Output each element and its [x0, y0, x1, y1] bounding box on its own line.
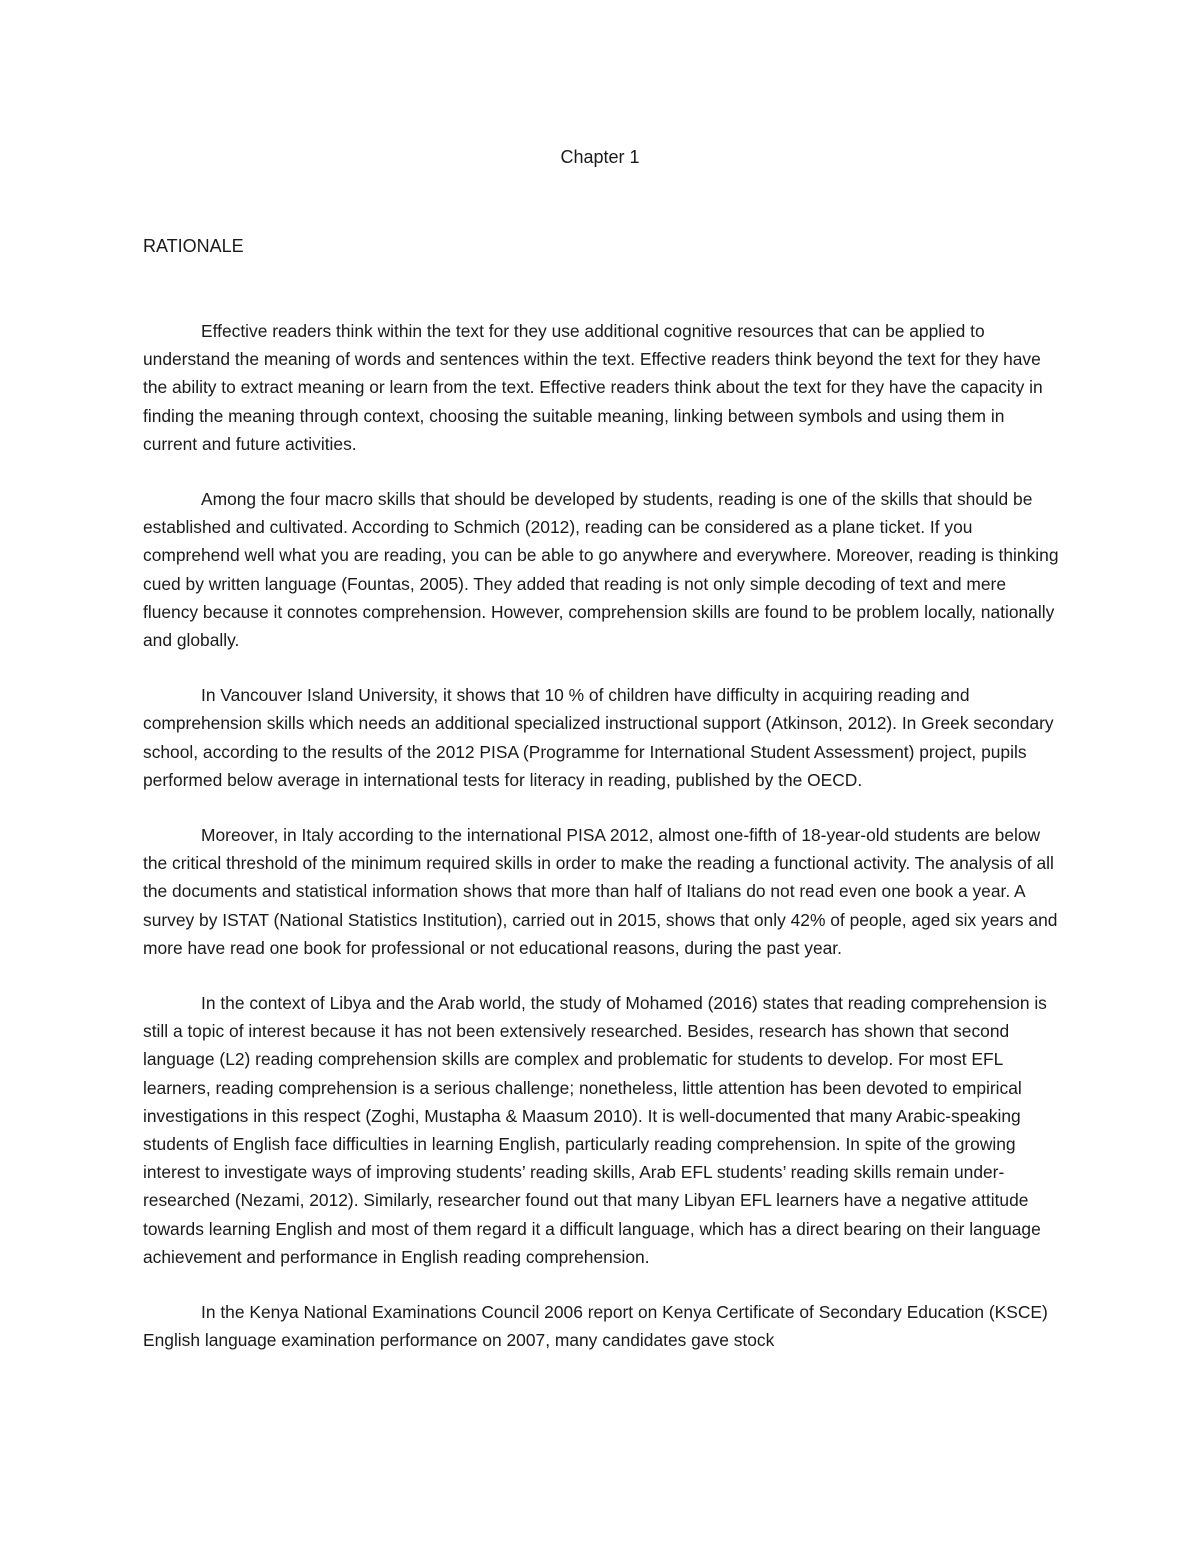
body-text — [143, 317, 1063, 1355]
paragraph-italy: Moreover, in Italy according to the international PISA 2012, almost one-fifth of 18-year-old students are below the critical threshold of the minimum required skills in order to make the reading a functional activity. The analysis of all the documents and statistical information shows that more than half of Italians do not read even one book a year. A survey by ISTAT (National Statistics Institution), carried out in 2015, shows that only 42% of people, aged six years and more have read one book for professional or not educational reasons, during the past year. — [143, 825, 1058, 958]
paragraph-libya-arab-world: In the context of Libya and the Arab world, the study of Mohamed (2016) states that reading comprehension is still a topic of interest because it has not been extensively researched. Besides, research has shown that second language (L2) reading comprehension skills are complex and problematic for students to develop. For most EFL learners, reading comprehension is a serious challenge; nonetheless, little attention has been devoted to empirical investigations in this respect (Zoghi, Mustapha & Maasum 2010). It is well-documented that many Arabic-speaking students of English face difficulties in learning English, particularly reading comprehension. In spite of the growing interest to investigate ways of improving students’ reading skills, Arab EFL students’ reading skills remain under-researched (Nezami, 2012). Similarly, researcher found out that many Libyan EFL learners have a negative attitude towards learning English and most of them regard it a difficult language, which has a direct bearing on their language achievement and performance in English reading comprehension. — [143, 993, 1047, 1267]
chapter-title: Chapter 1 — [560, 147, 640, 167]
paragraph-kenya: In the Kenya National Examinations Council 2006 report on Kenya Certificate of Secondary Education (KSCE) English language examination performance on 2007, many candidates gave stock — [143, 1302, 1048, 1351]
paragraph-vancouver-greek: In Vancouver Island University, it shows that 10 % of children have difficulty in acquiring reading and comprehension skills which needs an additional specialized instructional support (Atkinson, 2012). In Greek secondary school, according to the results of the 2012 PISA (Programme for International Student Assessment) project, pupils performed below average in international tests for literacy in reading, published by the OECD. — [143, 685, 1054, 790]
paragraph-macro-skills: Among the four macro skills that should be developed by students, reading is one of the skills that should be established and cultivated. According to Schmich (2012), reading can be considered as a plane ticket. If you comprehend well what you are reading, you can be able to go anywhere and everywhere. Moreover, reading is thinking cued by written language (Fountas, 2005). They added that reading is not only simple decoding of text and mere fluency because it connotes comprehension. However, comprehension skills are found to be problem locally, nationally and globally. — [143, 489, 1059, 651]
paragraph-effective-readers: Effective readers think within the text for they use additional cognitive resources that can be applied to understand the meaning of words and sentences within the text. Effective readers think beyond the text for they have the ability to extract meaning or learn from the text. Effective readers think about the text for they have the capacity in finding the meaning through context, choosing the suitable meaning, linking between symbols and using them in current and future activities. — [143, 321, 1043, 454]
section-heading: RATIONALE — [143, 236, 244, 256]
